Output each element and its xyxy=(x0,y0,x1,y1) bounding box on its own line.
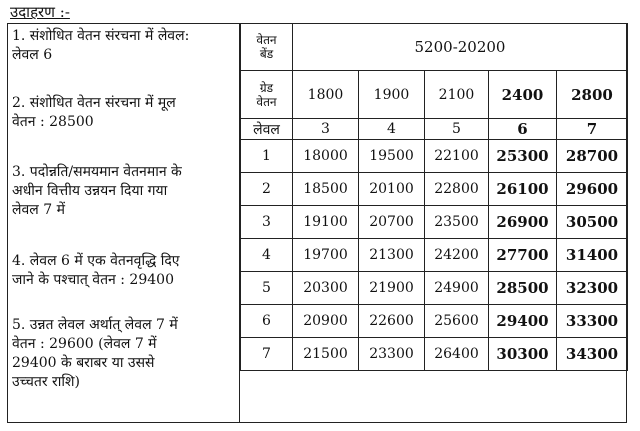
grade-pay-cell: 2800 xyxy=(557,71,628,119)
level-cell: 5 xyxy=(425,119,489,140)
note-5: 5. उन्नत लेवल अर्थात् लेवल 7 में वेतन : 29600 (लेवल 7 में 29400 के बराबर या उससे उच्चतर राशि) xyxy=(12,317,178,390)
table-cell: 21500 xyxy=(293,338,359,371)
table-cell: 19500 xyxy=(359,140,425,173)
table-cell: 29600 xyxy=(557,173,628,206)
grade-pay-row xyxy=(241,71,628,119)
level-cell: 7 xyxy=(557,119,628,140)
grade-pay-cell: 2400 xyxy=(489,71,557,119)
level-cell: 6 xyxy=(489,119,557,140)
table-row xyxy=(241,206,628,239)
table-cell: 29400 xyxy=(489,305,557,338)
row-index: 1 xyxy=(241,140,293,173)
table-row xyxy=(241,272,628,305)
table-cell: 27700 xyxy=(489,239,557,272)
table-cell: 21300 xyxy=(359,239,425,272)
table-cell: 32300 xyxy=(557,272,628,305)
example-heading: उदाहरण :- xyxy=(10,3,70,21)
table-cell: 18000 xyxy=(293,140,359,173)
note-3: 3. पदोन्नति/समयमान वेतनमान के अधीन वित्तीय उन्नयन दिया गया लेवल 7 में xyxy=(12,164,182,218)
level-row xyxy=(241,119,628,140)
table-cell: 30300 xyxy=(489,338,557,371)
table-cell: 26100 xyxy=(489,173,557,206)
pay-matrix-table xyxy=(240,23,628,371)
table-cell: 22100 xyxy=(425,140,489,173)
table-cell: 31400 xyxy=(557,239,628,272)
table-row xyxy=(241,140,628,173)
table-cell: 19700 xyxy=(293,239,359,272)
table-cell: 34300 xyxy=(557,338,628,371)
table-cell: 20100 xyxy=(359,173,425,206)
level-cell: 3 xyxy=(293,119,359,140)
table-cell: 26900 xyxy=(489,206,557,239)
table-cell: 28700 xyxy=(557,140,628,173)
note-1: 1. संशोधित वेतन संरचना में लेवल: लेवल 6 xyxy=(12,28,190,63)
level-cell: 4 xyxy=(359,119,425,140)
table-cell: 23300 xyxy=(359,338,425,371)
row-index: 3 xyxy=(241,206,293,239)
table-cell: 22600 xyxy=(359,305,425,338)
table-cell: 28500 xyxy=(489,272,557,305)
note-2: 2. संशोधित वेतन संरचना में मूल वेतन : 28500 xyxy=(12,95,176,130)
table-cell: 26400 xyxy=(425,338,489,371)
band-row xyxy=(241,24,628,71)
note-4: 4. लेवल 6 में एक वेतनवृद्धि दिए जाने के पश्चात् वेतन : 29400 xyxy=(12,253,180,288)
table-cell: 22800 xyxy=(425,173,489,206)
table-cell: 23500 xyxy=(425,206,489,239)
table-row xyxy=(241,173,628,206)
table-row xyxy=(241,338,628,371)
grade-pay-cell: 1900 xyxy=(359,71,425,119)
table-cell: 20900 xyxy=(293,305,359,338)
row-index: 2 xyxy=(241,173,293,206)
grade-pay-cell: 1800 xyxy=(293,71,359,119)
table-cell: 20300 xyxy=(293,272,359,305)
pay-matrix xyxy=(240,23,627,423)
band-value: 5200-20200 xyxy=(293,24,628,71)
table-row xyxy=(241,239,628,272)
table-row xyxy=(241,305,628,338)
table-cell: 33300 xyxy=(557,305,628,338)
band-label: वेतन बेंड xyxy=(241,24,293,71)
row-index: 4 xyxy=(241,239,293,272)
row-index: 6 xyxy=(241,305,293,338)
grade-label: ग्रेड वेतन xyxy=(241,71,293,119)
table-cell: 25600 xyxy=(425,305,489,338)
table-cell: 24900 xyxy=(425,272,489,305)
row-index: 5 xyxy=(241,272,293,305)
level-label: लेवल xyxy=(241,119,293,140)
matrix-body xyxy=(241,140,628,371)
row-index: 7 xyxy=(241,338,293,371)
table-cell: 25300 xyxy=(489,140,557,173)
table-cell: 19100 xyxy=(293,206,359,239)
table-cell: 20700 xyxy=(359,206,425,239)
table-cell: 30500 xyxy=(557,206,628,239)
table-cell: 21900 xyxy=(359,272,425,305)
table-cell: 24200 xyxy=(425,239,489,272)
grade-pay-cell: 2100 xyxy=(425,71,489,119)
table-cell: 18500 xyxy=(293,173,359,206)
